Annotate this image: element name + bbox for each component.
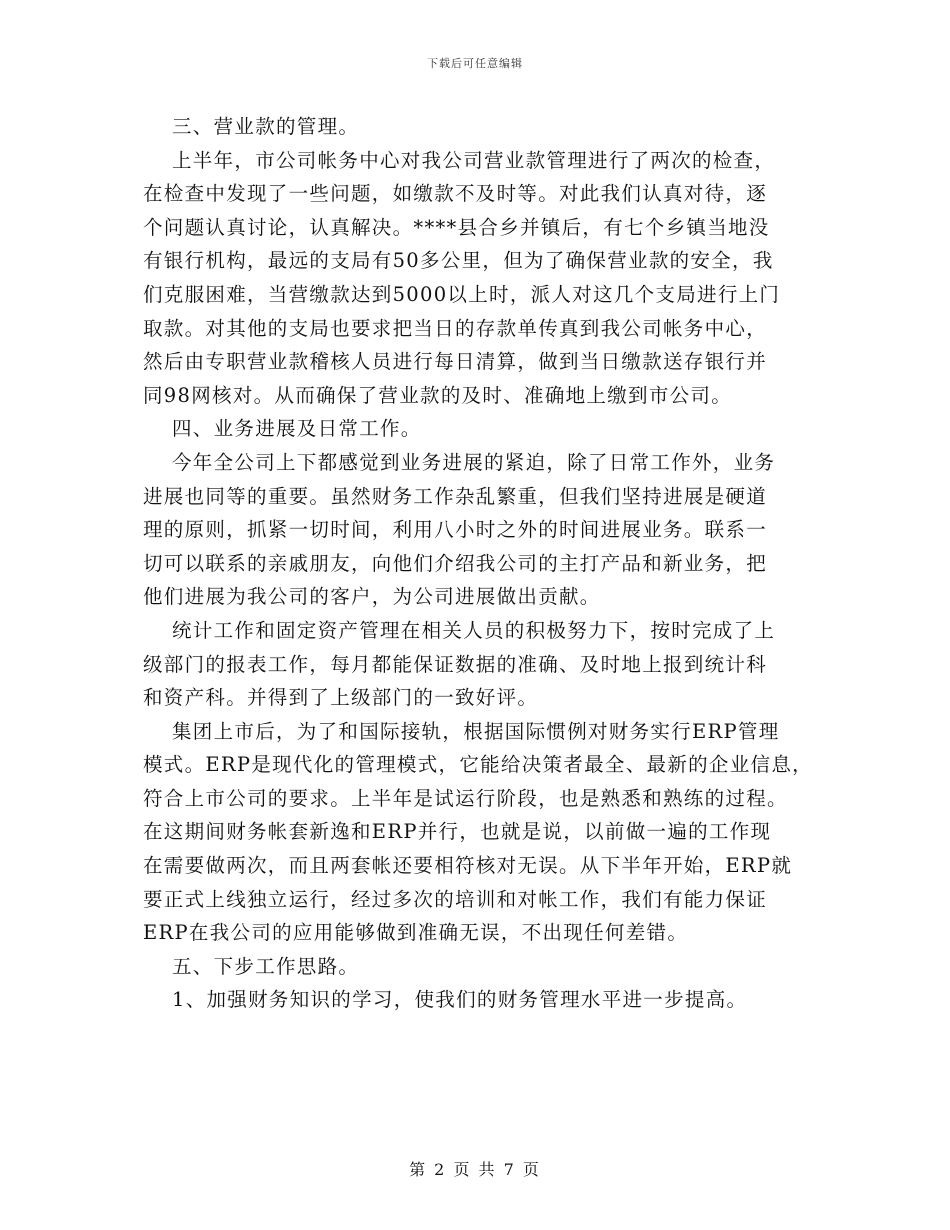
- paragraph-line: 有银行机构，最远的支局有50多公里，但为了确保营业款的安全，我: [143, 249, 774, 273]
- paragraph-line: 在这期间财务帐套新逸和ERP并行，也就是说，以前做一遍的工作现: [143, 820, 772, 844]
- paragraph-line: 上半年，市公司帐务中心对我公司营业款管理进行了两次的检查，: [172, 148, 776, 172]
- paragraph-line: 取款。对其他的支局也要求把当日的存款单传真到我公司帐务中心，: [143, 316, 768, 340]
- section-heading-3: 三、营业款的管理。: [172, 115, 360, 138]
- paragraph-line: 切可以联系的亲戚朋友，向他们介绍我公司的主打产品和新业务，把: [143, 551, 768, 575]
- paragraph-line: 符合上市公司的要求。上半年是试运行阶段，也是熟悉和熟练的过程。: [143, 786, 788, 810]
- paragraph-line: 进展也同等的重要。虽然财务工作杂乱繁重，但我们坚持进展是硬道: [143, 484, 768, 508]
- paragraph-line: ERP在我公司的应用能够做到准确无误，不出现任何差错。: [143, 921, 689, 945]
- paragraph-line: 和资产科。并得到了上级部门的一致好评。: [143, 686, 539, 710]
- paragraph-line: 在需要做两次，而且两套帐还要相符核对无误。从下半年开始，ERP就: [143, 854, 793, 878]
- paragraph-line: 集团上市后，为了和国际接轨，根据国际惯例对财务实行ERP管理: [172, 719, 780, 743]
- paragraph-line: 然后由专职营业款稽核人员进行每日清算，做到当日缴款送存银行并: [143, 350, 768, 374]
- paragraph-line: 他们进展为我公司的客户，为公司进展做出贡献。: [143, 585, 601, 609]
- document-body: [143, 110, 823, 1017]
- paragraph-line: 模式。ERP是现代化的管理模式，它能给决策者最全、最新的企业信息，: [143, 753, 813, 777]
- paragraph-line: 同98网核对。从而确保了营业款的及时、准确地上缴到市公司。: [143, 383, 733, 407]
- paragraph-line: 今年全公司上下都感觉到业务进展的紧迫，除了日常工作外，业务: [172, 450, 776, 474]
- paragraph-line: 统计工作和固定资产管理在相关人员的积极努力下，按时完成了上: [172, 618, 776, 642]
- section-heading-5: 五、下步工作思路。: [172, 954, 360, 978]
- section-heading-4: 四、业务进展及日常工作。: [172, 417, 422, 441]
- paragraph-line: 在检查中发现了一些问题，如缴款不及时等。对此我们认真对待，逐: [143, 182, 768, 206]
- page-header: 下载后可任意编辑: [427, 57, 523, 70]
- paragraph-line: 个问题认真讨论，认真解决。****县合乡并镇后，有七个乡镇当地没: [143, 215, 770, 239]
- paragraph-line: 理的原则，抓紧一切时间，利用八小时之外的时间进展业务。联系一: [143, 518, 768, 542]
- list-item: 1、加强财务知识的学习，使我们的财务管理水平进一步提高。: [172, 988, 748, 1012]
- page-number-footer: 第 2 页 共 7 页: [409, 1160, 541, 1179]
- paragraph-line: 级部门的报表工作，每月都能保证数据的准确、及时地上报到统计科: [143, 652, 768, 676]
- paragraph-line: 们克服困难，当营缴款达到5000以上时，派人对这几个支局进行上门: [143, 282, 781, 306]
- paragraph-line: 要正式上线独立运行，经过多次的培训和对帐工作，我们有能力保证: [143, 887, 768, 911]
